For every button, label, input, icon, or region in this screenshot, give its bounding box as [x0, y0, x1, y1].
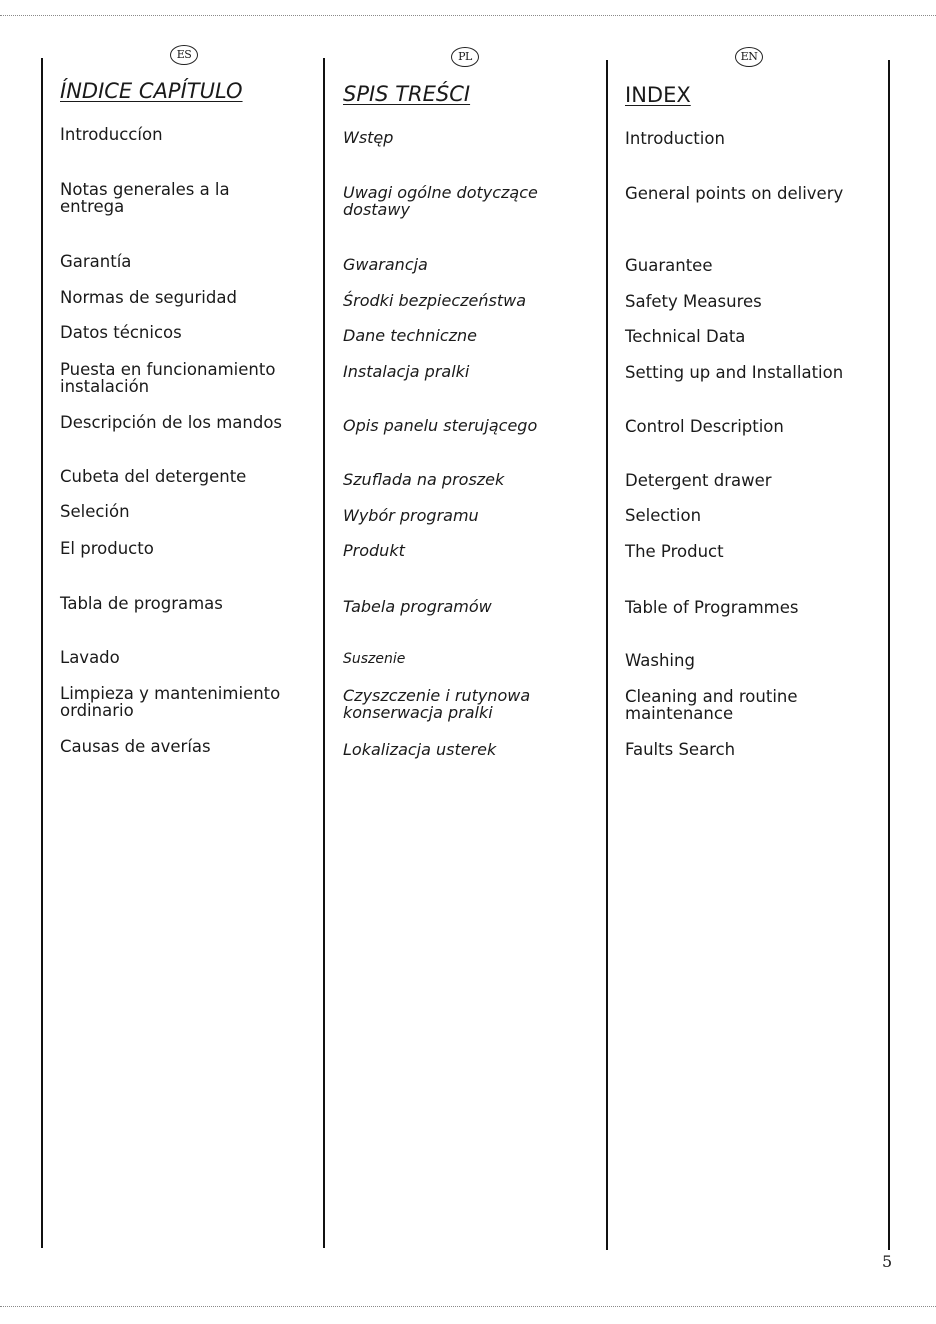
toc-item-en: Faults Search — [625, 740, 736, 759]
toc-item-en: Cleaning and routine maintenance — [625, 687, 798, 723]
toc-item-es: Cubeta del detergente — [60, 467, 247, 486]
toc-item-en: Introduction — [625, 129, 725, 148]
toc-item-pl: Opis panelu sterującego — [343, 416, 538, 435]
column-divider-right — [888, 60, 890, 1250]
toc-item-en: Guarantee — [625, 256, 713, 275]
section-title-en: INDEX — [625, 83, 691, 107]
toc-item-es: Tabla de programas — [60, 594, 223, 613]
language-badge-pl: PL — [451, 47, 479, 67]
toc-item-pl: Produkt — [343, 541, 405, 560]
toc-item-pl: Szuflada na proszek — [343, 470, 505, 489]
toc-item-es: Garantía — [60, 252, 132, 271]
section-title-pl: SPIS TREŚCI — [343, 82, 471, 106]
toc-item-es: Datos técnicos — [60, 323, 182, 342]
toc-item-pl: Instalacja pralki — [343, 362, 470, 381]
toc-item-pl: Czyszczenie i rutynowa konserwacja pralki — [343, 686, 531, 722]
toc-item-en: Washing — [625, 651, 695, 670]
toc-item-es: Descripción de los mandos — [60, 413, 283, 432]
page-number: 5 — [882, 1252, 893, 1271]
toc-item-en: Technical Data — [625, 327, 746, 346]
toc-item-es: Puesta en funcionamiento instalación — [60, 360, 276, 396]
toc-item-en: General points on delivery — [625, 184, 844, 203]
section-title-es: ÍNDICE CAPÍTULO — [60, 79, 243, 103]
toc-item-es: Limpieza y mantenimiento ordinario — [60, 684, 281, 720]
toc-item-en: Control Description — [625, 417, 784, 436]
column-divider-middle-right — [606, 60, 608, 1250]
toc-item-pl: Wstęp — [343, 128, 394, 147]
toc-item-pl: Uwagi ogólne dotyczące dostawy — [343, 183, 538, 219]
toc-item-en: Table of Programmes — [625, 598, 799, 617]
column-divider-left — [41, 58, 43, 1248]
toc-item-en: Detergent drawer — [625, 471, 772, 490]
toc-item-es: El producto — [60, 539, 154, 558]
toc-item-en: Selection — [625, 506, 702, 525]
toc-item-pl: Dane techniczne — [343, 326, 478, 345]
language-badge-en: EN — [735, 47, 763, 67]
toc-item-pl: Wybór programu — [343, 506, 479, 525]
toc-item-en: The Product — [625, 542, 724, 561]
top-scan-edge — [0, 15, 936, 16]
toc-item-es: Introduccíon — [60, 125, 163, 144]
toc-item-es: Causas de averías — [60, 737, 211, 756]
toc-item-en: Setting up and Installation — [625, 363, 844, 382]
toc-item-pl: Suszenie — [343, 651, 406, 667]
toc-item-pl: Środki bezpieczeństwa — [343, 291, 526, 310]
toc-item-pl: Gwarancja — [343, 255, 428, 274]
toc-item-es: Normas de seguridad — [60, 288, 237, 307]
toc-item-es: Seleción — [60, 502, 130, 521]
toc-item-en: Safety Measures — [625, 292, 762, 311]
column-divider-middle-left — [323, 58, 325, 1248]
toc-item-pl: Lokalizacja usterek — [343, 740, 497, 759]
toc-item-es: Notas generales a la entrega — [60, 180, 230, 216]
bottom-scan-edge — [0, 1306, 936, 1307]
toc-item-pl: Tabela programów — [343, 597, 492, 616]
toc-item-es: Lavado — [60, 648, 120, 667]
language-badge-es: ES — [170, 45, 198, 65]
